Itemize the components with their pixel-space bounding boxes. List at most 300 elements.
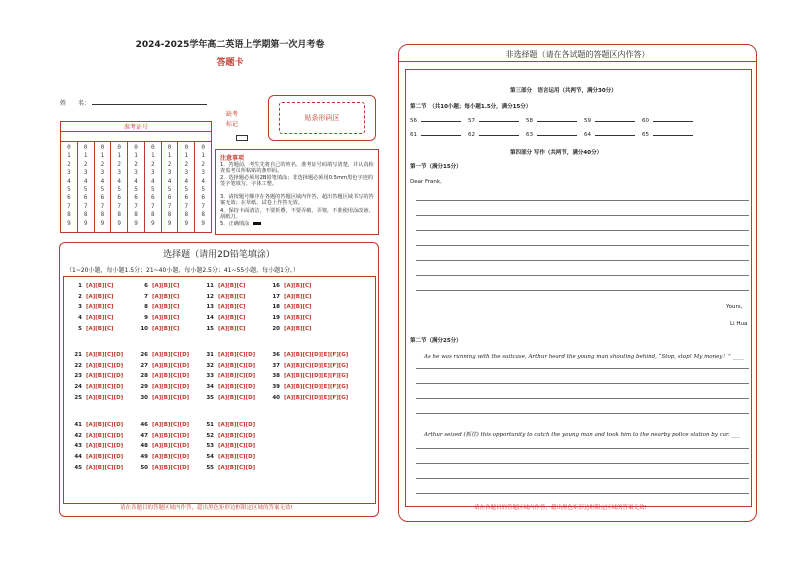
ticket-digit-bubble[interactable]: 6: [134, 194, 138, 202]
ticket-digit-bubble[interactable]: 6: [83, 194, 88, 202]
question-row[interactable]: [72, 454, 123, 460]
answer-options[interactable]: [A][B][C]: [284, 315, 312, 322]
ticket-digit-column: [111, 141, 128, 232]
question-row[interactable]: [72, 443, 123, 449]
question-row[interactable]: [138, 465, 189, 471]
question-row[interactable]: [270, 326, 312, 332]
ticket-digit-bubble[interactable]: 8: [67, 211, 71, 219]
question-row[interactable]: [270, 373, 348, 379]
ticket-digit-bubble[interactable]: 3: [201, 169, 205, 177]
fill-blank[interactable]: [468, 118, 523, 124]
filled-example-mark: [253, 222, 261, 225]
answer-options[interactable]: [A][B][C]: [284, 325, 312, 332]
answer-options[interactable]: [A][B][C][D]: [86, 464, 124, 471]
answer-options[interactable]: [A][B][C][D]: [152, 443, 190, 450]
question-number: 24: [74, 384, 82, 391]
ticket-digit-bubble[interactable]: 0: [167, 144, 172, 151]
question-row[interactable]: [72, 465, 123, 471]
answer-options[interactable]: [A][B][C]: [152, 293, 180, 300]
question-row[interactable]: [138, 443, 189, 449]
question-row[interactable]: [72, 283, 114, 289]
answer-options[interactable]: [A][B][C][D]: [218, 352, 256, 358]
ticket-digit-bubble[interactable]: 6: [67, 194, 71, 202]
blank-line[interactable]: [537, 135, 577, 136]
ticket-digit-column: [195, 141, 211, 232]
writing-line[interactable]: [416, 200, 749, 201]
question-number: 34: [206, 384, 214, 391]
ticket-digit-bubble[interactable]: 5: [67, 186, 71, 194]
blank-line[interactable]: [653, 121, 693, 122]
answer-options[interactable]: [A][B][C][D][E][F][G]: [284, 384, 349, 391]
writing-line[interactable]: [416, 275, 749, 276]
question-number: 32: [206, 362, 214, 369]
ticket-digit-bubble[interactable]: 7: [100, 202, 105, 210]
question-row[interactable]: [138, 384, 189, 390]
ticket-digit-bubble[interactable]: 0: [100, 144, 105, 151]
question-row[interactable]: [138, 326, 180, 332]
question-row[interactable]: [138, 433, 189, 439]
question-row[interactable]: [204, 352, 255, 358]
ticket-digit-bubble[interactable]: 1: [100, 152, 105, 160]
ticket-digit-bubble[interactable]: 2: [67, 160, 71, 168]
answer-options[interactable]: [A][B][C]: [86, 325, 114, 332]
question-number: 6: [144, 283, 148, 289]
ticket-digit-bubble[interactable]: 3: [100, 169, 105, 177]
blank-number: 64: [584, 132, 591, 138]
question-row[interactable]: [72, 326, 114, 332]
ticket-digit-bubble[interactable]: 7: [167, 202, 172, 210]
question-row[interactable]: [138, 283, 180, 289]
question-row[interactable]: [270, 352, 348, 358]
question-row[interactable]: [72, 384, 123, 390]
ticket-digit-bubble[interactable]: 2: [117, 160, 122, 168]
ticket-digit-bubble[interactable]: 2: [167, 160, 172, 168]
ticket-digit-bubble[interactable]: 5: [167, 186, 172, 194]
question-row[interactable]: [72, 294, 114, 300]
answer-options[interactable]: [A][B][C]: [284, 293, 312, 300]
question-number: 31: [206, 352, 214, 358]
section2-heading: 第二节 （共10小题；每小题1.5分，满分15分）: [410, 104, 532, 110]
blank-line[interactable]: [653, 135, 693, 136]
answer-options[interactable]: [A][B][C]: [152, 325, 180, 332]
question-row[interactable]: [204, 363, 255, 369]
question-number: 22: [74, 362, 82, 369]
writing-line[interactable]: [416, 383, 749, 384]
answer-options[interactable]: [A][B][C]: [218, 325, 246, 332]
answer-options[interactable]: [A][B][C][D][E][F][G]: [284, 352, 349, 358]
question-row[interactable]: [72, 433, 123, 439]
answer-options[interactable]: [A][B][C][D]: [218, 362, 256, 369]
ticket-digit-bubble[interactable]: 9: [167, 219, 172, 227]
answer-options[interactable]: [A][B][C][D][E][F][G]: [284, 394, 349, 401]
question-row[interactable]: [204, 294, 246, 300]
question-row[interactable]: [138, 363, 189, 369]
ticket-digit-bubble[interactable]: 2: [100, 160, 105, 168]
ticket-digit-bubble[interactable]: 4: [117, 177, 122, 185]
question-number: 40: [272, 394, 280, 401]
ticket-digit-bubble[interactable]: 7: [150, 202, 155, 210]
ticket-digit-bubble[interactable]: 1: [134, 152, 138, 160]
ticket-digit-bubble[interactable]: 6: [100, 194, 105, 202]
question-number: 46: [140, 422, 148, 428]
ticket-digit-bubble[interactable]: 3: [150, 169, 155, 177]
ticket-digit-bubble[interactable]: 3: [134, 169, 138, 177]
part3-heading: 第三部分 语言运用（共两节，满分30分）: [510, 88, 617, 94]
answer-options[interactable]: [A][B][C][D]: [86, 384, 124, 391]
blank-number: 56: [410, 118, 417, 124]
letter-signature: Li Hua: [730, 321, 748, 327]
ticket-digit-bubble[interactable]: 4: [167, 177, 172, 185]
answer-options[interactable]: [A][B][C][D]: [218, 464, 256, 471]
question-number: 37: [272, 362, 280, 369]
ticket-digit-bubble[interactable]: 8: [134, 211, 138, 219]
question-row[interactable]: [204, 422, 255, 428]
answer-options[interactable]: [A][B][C][D]: [86, 352, 124, 358]
ticket-digit-bubble[interactable]: 9: [201, 219, 205, 227]
ticket-digit-bubble[interactable]: 0: [150, 144, 155, 151]
ticket-digit-bubble[interactable]: 3: [184, 169, 189, 177]
answer-options[interactable]: [A][B][C][D][E][F][G]: [284, 362, 349, 369]
ticket-digit-bubble[interactable]: 4: [134, 177, 138, 185]
ticket-digit-bubble[interactable]: 4: [100, 177, 105, 185]
ticket-digit-bubble[interactable]: 7: [117, 202, 122, 210]
question-row[interactable]: [204, 304, 246, 310]
question-row[interactable]: [270, 315, 312, 321]
fill-blank[interactable]: [642, 132, 697, 138]
question-row[interactable]: [270, 384, 348, 390]
ticket-digit-bubble[interactable]: 6: [184, 194, 189, 202]
ticket-digit-bubble[interactable]: 3: [83, 169, 88, 177]
ticket-digit-bubble[interactable]: 8: [167, 211, 172, 219]
ticket-digit-bubble[interactable]: 8: [100, 211, 105, 219]
ticket-digit-bubble[interactable]: 4: [83, 177, 88, 185]
question-row[interactable]: [270, 395, 348, 401]
blank-line[interactable]: [595, 121, 635, 122]
fill-blank[interactable]: [584, 118, 639, 124]
ticket-digit-bubble[interactable]: 7: [201, 202, 205, 210]
question-row[interactable]: [204, 443, 255, 449]
answer-options[interactable]: [A][B][C]: [284, 283, 312, 289]
answer-options[interactable]: [A][B][C][D]: [218, 422, 256, 428]
question-row[interactable]: [72, 395, 123, 401]
ticket-digit-bubble[interactable]: 3: [167, 169, 172, 177]
absent-mark-label: 缺考 标记: [226, 111, 239, 128]
ticket-digit-columns: [61, 141, 211, 232]
question-number: 50: [140, 464, 148, 471]
question-row[interactable]: [72, 373, 123, 379]
answer-options[interactable]: [A][B][C]: [152, 304, 180, 311]
question-row[interactable]: [138, 422, 189, 428]
answer-options[interactable]: [A][B][C]: [86, 293, 114, 300]
ticket-digit-bubble[interactable]: 1: [184, 152, 189, 160]
ticket-digit-bubble[interactable]: 8: [117, 211, 122, 219]
ticket-digit-bubble[interactable]: 2: [150, 160, 155, 168]
nonchoice-title: 非选择题（请在各试题的答题区内作答）: [505, 50, 650, 59]
question-row[interactable]: [270, 294, 312, 300]
answer-options[interactable]: [A][B][C][D]: [86, 443, 124, 450]
ticket-digit-bubble[interactable]: 5: [201, 186, 205, 194]
barcode-label: 贴条形码区: [279, 102, 365, 134]
ticket-digit-bubble[interactable]: 5: [150, 186, 155, 194]
answer-options[interactable]: [A][B][C][D]: [218, 432, 256, 439]
writing-line[interactable]: [416, 463, 749, 464]
ticket-digit-bubble[interactable]: 5: [83, 186, 88, 194]
answer-options[interactable]: [A][B][C][D]: [152, 394, 190, 401]
question-number: 41: [74, 422, 82, 428]
writing-line[interactable]: [416, 230, 749, 231]
choice-subtitle: （1~20小题，每小题1.5分；21~40小题，每小题2.5分；41~55小题，每小题1分。）: [66, 267, 299, 274]
question-row[interactable]: [138, 352, 189, 358]
question-row[interactable]: [72, 315, 114, 321]
answer-options[interactable]: [A][B][C]: [218, 315, 246, 322]
ticket-digit-bubble[interactable]: 3: [117, 169, 122, 177]
absent-mark-box[interactable]: [236, 135, 248, 141]
fill-blank[interactable]: [584, 132, 639, 138]
question-row[interactable]: [204, 373, 255, 379]
question-row[interactable]: [204, 454, 255, 460]
blank-line[interactable]: [479, 121, 519, 122]
ticket-digit-bubble[interactable]: 8: [201, 211, 205, 219]
answer-options[interactable]: [A][B][C]: [284, 304, 312, 311]
ticket-digit-bubble[interactable]: 8: [184, 211, 189, 219]
choice-warning: 请在各题目的答题区域内作答，超出黑色矩形边框限定区域的答案无效!: [120, 505, 293, 511]
question-row[interactable]: [72, 352, 123, 358]
ticket-digit-bubble[interactable]: 6: [117, 194, 122, 202]
ticket-digit-bubble[interactable]: 9: [184, 219, 189, 227]
answer-options[interactable]: [A][B][C][D]: [152, 422, 190, 428]
ticket-digit-bubble[interactable]: 7: [134, 202, 138, 210]
ticket-digit-bubble[interactable]: 4: [201, 177, 205, 185]
writing-line[interactable]: [416, 368, 749, 369]
question-number: 17: [272, 293, 280, 300]
question-number: 45: [74, 464, 82, 471]
blank-number: 65: [642, 132, 649, 138]
ticket-digit-bubble[interactable]: 9: [100, 219, 105, 227]
ticket-digit-bubble[interactable]: 0: [117, 144, 122, 151]
blank-line[interactable]: [421, 121, 461, 122]
writing-line[interactable]: [416, 413, 749, 414]
ticket-digit-bubble[interactable]: 5: [100, 186, 105, 194]
ticket-digit-bubble[interactable]: 0: [134, 144, 138, 151]
question-number: 2: [78, 293, 82, 300]
question-number: 5: [78, 325, 82, 332]
title-divider: [399, 61, 756, 62]
ticket-digit-bubble[interactable]: 9: [150, 219, 155, 227]
ticket-digit-bubble[interactable]: 2: [201, 160, 205, 168]
question-number: 39: [272, 384, 280, 391]
answer-options[interactable]: [A][B][C]: [218, 304, 246, 311]
question-row[interactable]: [204, 384, 255, 390]
ticket-digit-bubble[interactable]: 0: [67, 144, 71, 151]
answer-options[interactable]: [A][B][C]: [152, 315, 180, 322]
answer-options[interactable]: [A][B][C]: [86, 304, 114, 311]
ticket-digit-bubble[interactable]: 2: [134, 160, 138, 168]
note-item: 4．保持卡面清洁，不要折叠，不要弄破、弄皱，不准使用涂改液、刮纸刀。: [220, 208, 374, 221]
answer-options[interactable]: [A][B][C][D]: [86, 362, 124, 369]
writing-line[interactable]: [416, 448, 749, 449]
blank-line[interactable]: [421, 135, 461, 136]
ticket-digit-bubble[interactable]: 6: [167, 194, 172, 202]
writing-line[interactable]: [416, 245, 749, 246]
note-item: 3．请按题号顺序在各题的答题区域内作答，超出答题区域书写的答案无效；在草纸、试卷上作答无效。: [220, 194, 374, 207]
question-number: 27: [140, 362, 148, 369]
nonchoice-warning: 请在各题目的答题区域内作答，超出黑色矩形边框限定区域的答案无效!: [474, 505, 647, 511]
writing-line[interactable]: [416, 260, 749, 261]
question-row[interactable]: [72, 422, 123, 428]
blank-number: 61: [410, 132, 417, 138]
question-row[interactable]: [270, 304, 312, 310]
ticket-digit-bubble[interactable]: 9: [134, 219, 138, 227]
choice-title: 选择题（请用2D铅笔填涂）: [163, 250, 275, 260]
answer-options[interactable]: [A][B][C][D]: [152, 373, 190, 380]
answer-options[interactable]: [A][B][C][D]: [218, 394, 256, 401]
question-number: 36: [272, 352, 280, 358]
ticket-digit-bubble[interactable]: 6: [150, 194, 155, 202]
writing-line[interactable]: [416, 215, 749, 216]
question-row[interactable]: [138, 373, 189, 379]
answer-options[interactable]: [A][B][C][D][E][F][G]: [284, 373, 349, 380]
ticket-digit-bubble[interactable]: 1: [67, 152, 71, 160]
ticket-digit-bubble[interactable]: 5: [134, 186, 138, 194]
answer-options[interactable]: [A][B][C][D]: [86, 432, 124, 439]
ticket-digit-bubble[interactable]: 1: [83, 152, 88, 160]
blank-number: 59: [584, 118, 591, 124]
question-number: 30: [140, 394, 148, 401]
writing-line[interactable]: [416, 290, 749, 291]
ticket-digit-bubble[interactable]: 1: [117, 152, 122, 160]
question-number: 3: [78, 304, 82, 311]
fill-blank[interactable]: [526, 132, 581, 138]
answer-options[interactable]: [A][B][C][D]: [86, 422, 124, 428]
answer-options[interactable]: [A][B][C][D]: [86, 394, 124, 401]
ticket-digit-bubble[interactable]: 5: [117, 186, 122, 194]
answer-options[interactable]: [A][B][C]: [218, 293, 246, 300]
blank-number: 58: [526, 118, 533, 124]
fill-blank[interactable]: [468, 132, 523, 138]
ticket-digit-bubble[interactable]: 5: [184, 186, 189, 194]
fill-blank[interactable]: [410, 118, 465, 124]
ticket-number-title: 准考证号: [61, 122, 211, 132]
question-number: 44: [74, 454, 82, 461]
ticket-digit-bubble[interactable]: 0: [201, 144, 205, 151]
ticket-digit-bubble[interactable]: 8: [83, 211, 88, 219]
answer-options[interactable]: [A][B][C]: [218, 283, 246, 289]
ticket-digit-bubble[interactable]: 9: [117, 219, 122, 227]
fill-blank[interactable]: [410, 132, 465, 138]
ticket-digit-bubble[interactable]: 8: [150, 211, 155, 219]
ticket-digit-bubble[interactable]: 2: [184, 160, 189, 168]
question-row[interactable]: [204, 433, 255, 439]
fill-blank[interactable]: [642, 118, 697, 124]
question-number: 48: [140, 443, 148, 450]
answer-options[interactable]: [A][B][C][D]: [152, 362, 190, 369]
question-number: 4: [78, 315, 82, 322]
ticket-digit-bubble[interactable]: 0: [83, 144, 88, 151]
answer-options[interactable]: [A][B][C][D]: [152, 352, 190, 358]
choice-answer-grid: [63, 276, 376, 504]
ticket-digit-bubble[interactable]: 1: [167, 152, 172, 160]
answer-options[interactable]: [A][B][C][D]: [152, 432, 190, 439]
question-row[interactable]: [72, 304, 114, 310]
question-number: 14: [206, 315, 214, 322]
question-number: 10: [140, 325, 148, 332]
answer-options[interactable]: [A][B][C][D]: [218, 373, 256, 380]
ticket-digit-bubble[interactable]: 0: [184, 144, 189, 151]
answer-options[interactable]: [A][B][C][D]: [218, 384, 256, 391]
question-row[interactable]: [270, 363, 348, 369]
ticket-digit-bubble[interactable]: 4: [67, 177, 71, 185]
choice-section: [59, 242, 379, 517]
ticket-digit-bubble[interactable]: 7: [184, 202, 189, 210]
answer-options[interactable]: [A][B][C]: [152, 283, 180, 289]
question-row[interactable]: [138, 395, 189, 401]
question-number: 7: [144, 293, 148, 300]
answer-options[interactable]: [A][B][C][D]: [86, 454, 124, 461]
answer-options[interactable]: [A][B][C][D]: [218, 454, 256, 461]
question-row[interactable]: [138, 294, 180, 300]
ticket-digit-bubble[interactable]: 7: [67, 202, 71, 210]
answer-options[interactable]: [A][B][C]: [86, 283, 114, 289]
question-number: 49: [140, 454, 148, 461]
writing-line[interactable]: [416, 398, 749, 399]
question-number: 13: [206, 304, 214, 311]
writing-line[interactable]: [416, 478, 749, 479]
question-row[interactable]: [72, 363, 123, 369]
ticket-digit-bubble[interactable]: 4: [184, 177, 189, 185]
question-row[interactable]: [204, 315, 246, 321]
ticket-digit-bubble[interactable]: 1: [150, 152, 155, 160]
ticket-digit-bubble[interactable]: 9: [83, 219, 88, 227]
question-row[interactable]: [270, 283, 312, 289]
ticket-digit-bubble[interactable]: 4: [150, 177, 155, 185]
question-number: 55: [206, 464, 214, 471]
answer-options[interactable]: [A][B][C]: [86, 315, 114, 322]
ticket-digit-bubble[interactable]: 2: [83, 160, 88, 168]
question-row[interactable]: [138, 454, 189, 460]
ticket-digit-column: [95, 141, 112, 232]
question-row[interactable]: [204, 465, 255, 471]
barcode-area: [268, 95, 376, 141]
ticket-digit-bubble[interactable]: 1: [201, 152, 205, 160]
ticket-digit-column: [78, 141, 95, 232]
question-number: 11: [206, 283, 214, 289]
blank-line[interactable]: [479, 135, 519, 136]
letter-closing: Yours,: [726, 304, 743, 310]
writing-line[interactable]: [416, 493, 749, 494]
ticket-digit-bubble[interactable]: 7: [83, 202, 88, 210]
answer-options[interactable]: [A][B][C][D]: [152, 384, 190, 391]
ticket-digit-bubble[interactable]: 3: [67, 169, 71, 177]
answer-options[interactable]: [A][B][C][D]: [218, 443, 256, 450]
ticket-digit-bubble[interactable]: 6: [201, 194, 205, 202]
question-number: 42: [74, 432, 82, 439]
question-row[interactable]: [138, 304, 180, 310]
question-row[interactable]: [138, 315, 180, 321]
blank-line[interactable]: [595, 135, 635, 136]
question-number: 54: [206, 454, 214, 461]
answer-options[interactable]: [A][B][C][D]: [86, 373, 124, 380]
question-row[interactable]: [204, 326, 246, 332]
fill-blank[interactable]: [526, 118, 581, 124]
question-row[interactable]: [204, 395, 255, 401]
name-field[interactable]: [92, 104, 207, 105]
blank-line[interactable]: [537, 121, 577, 122]
ticket-digit-bubble[interactable]: 9: [67, 219, 71, 227]
answer-options[interactable]: [A][B][C][D]: [152, 464, 190, 471]
blank-number: 57: [468, 118, 475, 124]
question-row[interactable]: [204, 283, 246, 289]
answer-options[interactable]: [A][B][C][D]: [152, 454, 190, 461]
